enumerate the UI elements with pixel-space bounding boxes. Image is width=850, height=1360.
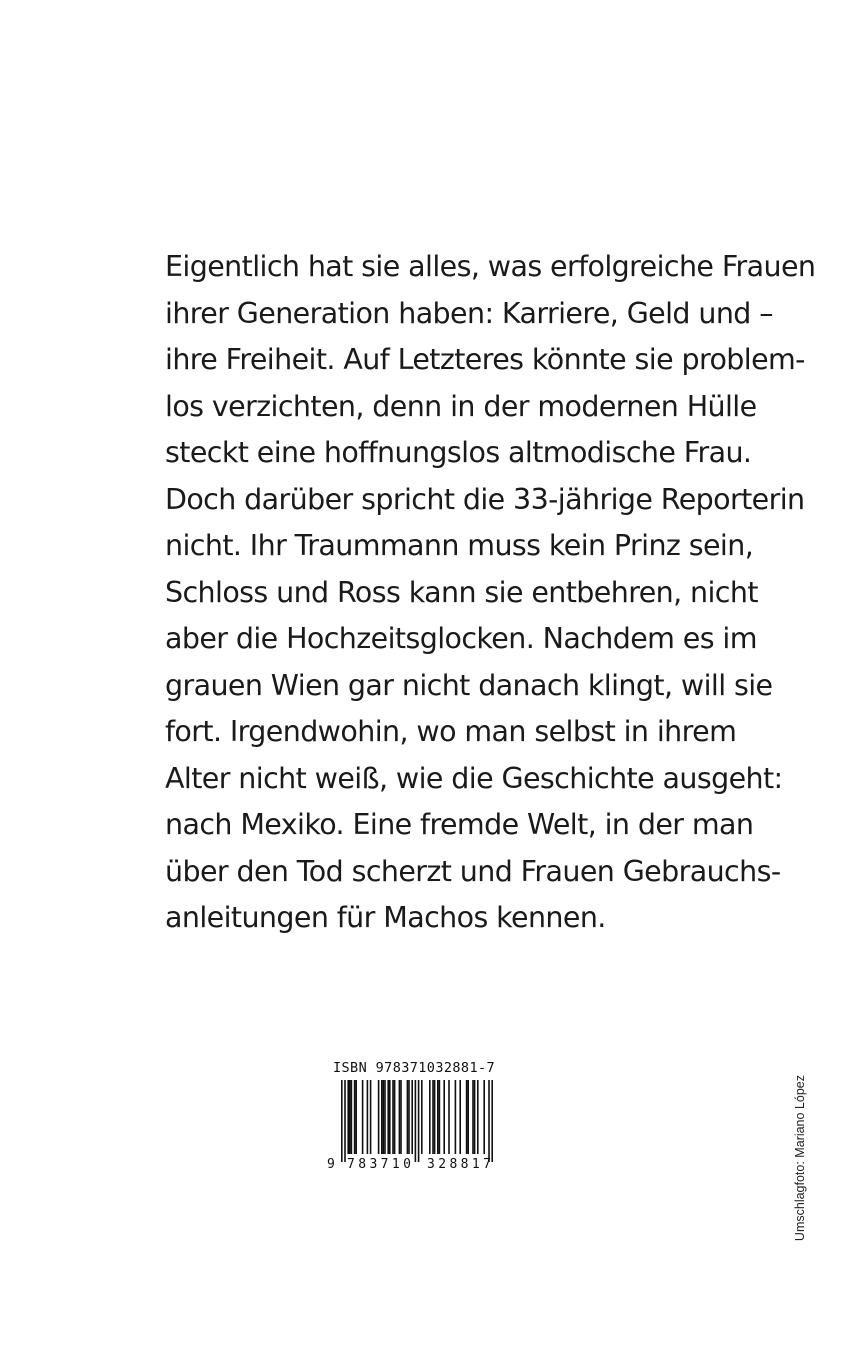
barcode-bar — [407, 1080, 409, 1154]
barcode-bar — [408, 1080, 410, 1154]
barcode-bar — [381, 1080, 383, 1154]
barcode-left-group: 783710 — [347, 1157, 415, 1172]
blurb-line: anleitungen für Machos kennen. — [165, 901, 606, 934]
blurb-line: ihrer Generation haben: Karriere, Geld und – — [165, 296, 773, 330]
cover-photo-credit: Umschlagfoto: Mariano López — [793, 1075, 807, 1242]
barcode-bar — [474, 1080, 476, 1154]
barcode-bar — [459, 1080, 461, 1154]
barcode-bar — [488, 1080, 490, 1162]
isbn-label: ISBN 978371032881-7 — [333, 1060, 496, 1076]
blurb-line: über den Tod scherzt und Frauen Gebrauchs- — [165, 854, 781, 888]
barcode-bar — [466, 1080, 468, 1154]
barcode-bar — [491, 1080, 493, 1162]
barcode-bar — [439, 1080, 441, 1154]
barcode-bar — [387, 1080, 389, 1154]
barcode-bar — [394, 1080, 396, 1154]
blurb-line: los verzichten, denn in der modernen Hülle — [165, 389, 757, 423]
barcode-bar — [443, 1080, 445, 1154]
blurb-line: grauen Wien gar nicht danach klingt, will sie — [165, 668, 773, 702]
barcode-bar — [383, 1080, 385, 1154]
blurb-line: nach Mexiko. Eine fremde Welt, in der man — [165, 808, 754, 841]
barcode-bar — [477, 1080, 479, 1154]
barcode-bar — [354, 1080, 356, 1154]
barcode-bar — [448, 1080, 450, 1154]
isbn-barcode — [325, 1058, 515, 1183]
barcode-bar — [467, 1080, 469, 1154]
blurb-line: Alter nicht weiß, wie die Geschichte ausgeht: — [165, 761, 783, 795]
barcode-bar — [418, 1080, 420, 1162]
barcode-bar — [472, 1080, 474, 1154]
barcode-bar — [349, 1080, 351, 1154]
barcode-bar — [347, 1080, 349, 1154]
blurb-line: Eigentlich hat sie alles, was erfolgreiche Frauen — [165, 250, 816, 283]
barcode-bar — [370, 1080, 372, 1154]
barcode-bar — [421, 1080, 423, 1154]
blurb-line: Doch darüber spricht die 33-jährige Reporterin — [165, 482, 805, 516]
barcode-bar — [362, 1080, 364, 1154]
barcode-bar — [399, 1080, 401, 1154]
barcode-digits — [325, 1157, 505, 1173]
barcode-right-group: 328817 — [427, 1157, 495, 1172]
blurb-line: nicht. Ihr Traummann muss kein Prinz sein, — [165, 529, 754, 562]
barcode-bar — [389, 1080, 391, 1154]
barcode-bar — [455, 1080, 457, 1154]
barcode-bar — [483, 1080, 485, 1154]
barcode-bar — [341, 1080, 343, 1162]
blurb-line: aber die Hochzeitsglocken. Nachdem es im — [165, 622, 757, 655]
barcode-bar — [400, 1080, 402, 1154]
barcode-first-digit: 9 — [327, 1157, 335, 1172]
barcode-bar — [378, 1080, 380, 1154]
barcode-bar — [355, 1080, 357, 1154]
barcode-bar — [432, 1080, 434, 1154]
barcode-bar — [367, 1080, 369, 1154]
barcode-bar — [437, 1080, 439, 1154]
blurb-line: steckt eine hoffnungslos altmodische Frau. — [165, 436, 752, 469]
blurb-line: fort. Irgendwohin, wo man selbst in ihrem — [165, 715, 737, 748]
barcode-bar — [434, 1080, 436, 1154]
barcode-bar — [384, 1080, 386, 1154]
barcode-bars — [325, 1080, 505, 1162]
blurb-line: Schloss und Ross kann sie entbehren, nicht — [165, 575, 758, 609]
barcode-bar — [415, 1080, 417, 1162]
barcode-bar — [411, 1080, 413, 1154]
barcode-bar — [351, 1080, 353, 1154]
barcode-bar — [344, 1080, 346, 1162]
barcode-bar — [429, 1080, 431, 1154]
blurb-line: ihre Freiheit. Auf Letzteres könnte sie problem- — [165, 343, 805, 376]
back-cover-blurb — [165, 244, 816, 942]
barcode-bar — [392, 1080, 394, 1154]
